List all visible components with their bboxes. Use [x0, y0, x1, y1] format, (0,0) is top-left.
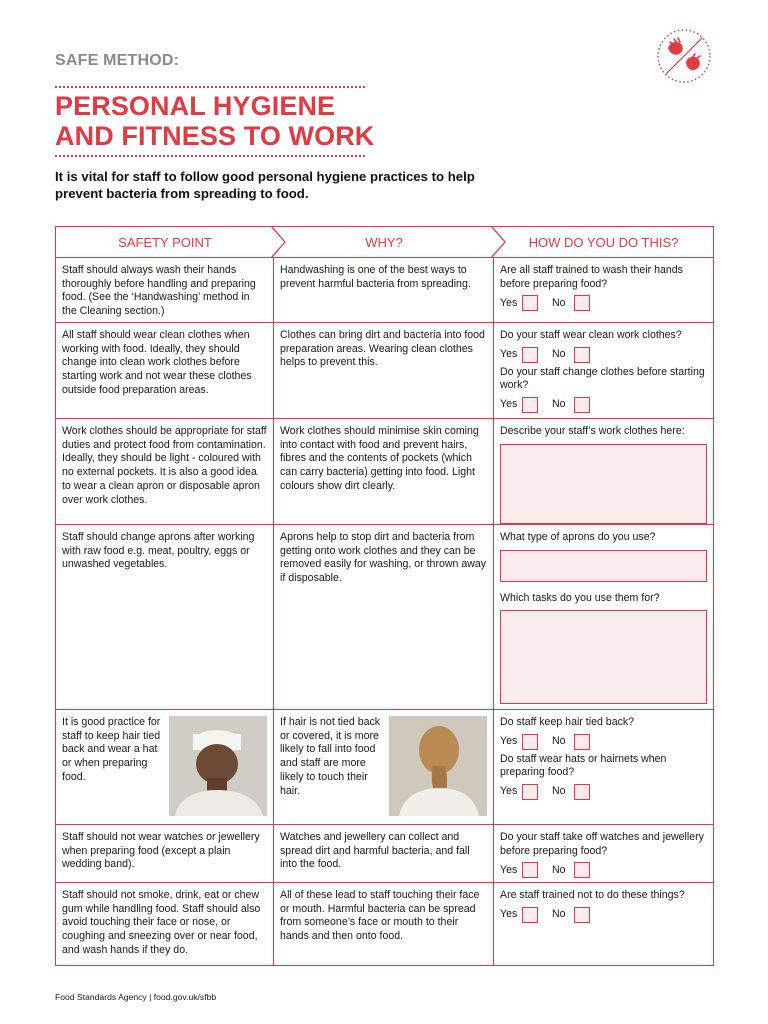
how-cell [494, 825, 713, 882]
yes-no-group [500, 397, 707, 413]
title-line-2: AND FITNESS TO WORK [55, 121, 375, 151]
header-safety-point: SAFETY POINT [118, 234, 212, 250]
question-text: Do staff wear hats or hairnets when preparing food? [500, 752, 667, 779]
dotted-rule-top [55, 86, 365, 88]
how-cell [494, 883, 713, 965]
yes-no-group [500, 784, 707, 800]
safety-point-cell: All staff should wear clean clothes when working with food. Ideally, they should change into clean work clothes before starting work and not wear these clothes outside food preparation areas. [56, 323, 274, 418]
yes-label: Yes [500, 785, 518, 798]
question-text: Do staff keep hair tied back? [500, 716, 635, 728]
yes-checkbox[interactable] [522, 784, 538, 800]
yes-label: Yes [500, 863, 518, 876]
safety-point-cell: Staff should always wash their hands thoroughly before handling and preparing food. (See the ‘Handwashing’ method in the Cleaning section.) [56, 258, 274, 322]
no-label: No [552, 907, 566, 920]
question-text: Are staff trained not to do these things? [500, 889, 685, 901]
table-row [56, 525, 713, 710]
yes-checkbox[interactable] [522, 347, 538, 363]
yes-no-group [500, 347, 707, 363]
yes-checkbox[interactable] [522, 295, 538, 311]
why-cell: Work clothes should minimise skin coming into contact with food and prevent hairs, fibres and the contents of pockets (which can carry bacteria) getting into food. Light colours show dirt clearly. [274, 419, 494, 524]
question-text: Describe your staff’s work clothes here: [500, 425, 685, 437]
yes-no-group [500, 862, 707, 878]
why-cell: Clothes can bring dirt and bacteria into food preparation areas. Wearing clean clothes helps to prevent this. [274, 323, 494, 418]
no-checkbox[interactable] [574, 347, 590, 363]
yes-checkbox[interactable] [522, 397, 538, 413]
safety-point-cell: Work clothes should be appropriate for staff duties and protect food from contamination. Ideally, they should be light - coloured with no external pockets. It is also a good idea to wear a clean apron or disposable apron over work clothes. [56, 419, 274, 524]
work-clothes-textarea[interactable] [500, 444, 707, 524]
hygiene-table [55, 226, 714, 966]
apron-tasks-textarea[interactable] [500, 610, 707, 704]
question-text: Are all staff trained to wash their hands before preparing food? [500, 264, 683, 290]
no-checkbox[interactable] [574, 295, 590, 311]
why-cell: Aprons help to stop dirt and bacteria from getting onto work clothes and they can be removed easily for washing, or thrown away if disposable. [274, 525, 494, 709]
intro-line-1: It is vital for staff to follow good personal hygiene practices to help [55, 169, 475, 184]
why-text: If hair is not tied back or covered, it is more likely to fall into food and staff are more likely to touch their hair. [280, 716, 381, 797]
title-line-1: PERSONAL HYGIENE [55, 91, 336, 121]
yes-label: Yes [500, 907, 518, 920]
dotted-rule-bottom [55, 155, 365, 157]
yes-checkbox[interactable] [522, 862, 538, 878]
no-label: No [552, 398, 566, 411]
no-checkbox[interactable] [574, 907, 590, 923]
yes-label: Yes [500, 296, 518, 309]
no-checkbox[interactable] [574, 784, 590, 800]
kicker: SAFE METHOD: [55, 52, 180, 69]
yes-checkbox[interactable] [522, 734, 538, 750]
no-checkbox[interactable] [574, 734, 590, 750]
table-row [56, 258, 713, 323]
no-label: No [552, 296, 566, 309]
footer-text: Food Standards Agency | food.gov.uk/sfbb [55, 992, 217, 1002]
yes-no-group [500, 907, 707, 923]
yes-no-group [500, 295, 707, 311]
handwash-logo-icon [656, 28, 712, 84]
safety-point-cell: Staff should not wear watches or jewellery when preparing food (except a plain wedding band). [56, 825, 274, 882]
how-cell [494, 525, 713, 709]
how-cell [494, 710, 713, 824]
why-cell [274, 710, 494, 824]
header-how: HOW DO YOU DO THIS? [528, 234, 679, 250]
safety-point-cell [56, 710, 274, 824]
chef-hat-photo [169, 716, 267, 816]
safety-point-cell: Staff should not smoke, drink, eat or chew gum while handling food. Staff should also avoid touching their face or nose, or coughing and sneezing over or near food, and wash hands if they do. [56, 883, 274, 965]
apron-type-input[interactable] [500, 550, 707, 582]
why-cell: Handwashing is one of the best ways to prevent harmful bacteria from spreading. [274, 258, 494, 322]
no-label: No [552, 734, 566, 747]
intro-line-2: prevent bacteria from spreading to food. [55, 186, 309, 201]
chevron-right-icon [486, 226, 506, 258]
table-row [56, 419, 713, 525]
safety-point-text: It is good practice for staff to keep hair tied back and wear a hat or when preparing food. [62, 716, 161, 783]
question-text: What type of aprons do you use? [500, 531, 656, 543]
how-cell [494, 323, 713, 418]
question-text: Which tasks do you use them for? [500, 591, 660, 604]
question-text: Do your staff wear clean work clothes? [500, 329, 682, 341]
page-title [55, 91, 374, 151]
intro-text [55, 168, 535, 202]
no-label: No [552, 863, 566, 876]
table-row [56, 710, 713, 825]
question-text: Do your staff change clothes before starting work? [500, 365, 705, 392]
table-header [56, 227, 713, 258]
table-row [56, 883, 713, 965]
why-cell: Watches and jewellery can collect and spread dirt and harmful bacteria, and fall into the food. [274, 825, 494, 882]
how-cell [494, 258, 713, 322]
why-cell: All of these lead to staff touching their face or mouth. Harmful bacteria can be spread from someone’s face or mouth to their hands and then onto food. [274, 883, 494, 965]
no-checkbox[interactable] [574, 862, 590, 878]
table-row [56, 825, 713, 883]
chevron-right-icon [266, 226, 286, 258]
safety-point-cell: Staff should change aprons after working with raw food e.g. meat, poultry, eggs or unwashed vegetables. [56, 525, 274, 709]
yes-no-group [500, 734, 707, 750]
question-text: Do your staff take off watches and jewellery before preparing food? [500, 831, 704, 857]
no-label: No [552, 785, 566, 798]
yes-label: Yes [500, 347, 518, 360]
no-checkbox[interactable] [574, 397, 590, 413]
no-label: No [552, 347, 566, 360]
yes-label: Yes [500, 734, 518, 747]
how-cell [494, 419, 713, 524]
ponytail-photo [389, 716, 487, 816]
yes-label: Yes [500, 398, 518, 411]
header-why: WHY? [365, 234, 403, 250]
table-row [56, 323, 713, 419]
yes-checkbox[interactable] [522, 907, 538, 923]
